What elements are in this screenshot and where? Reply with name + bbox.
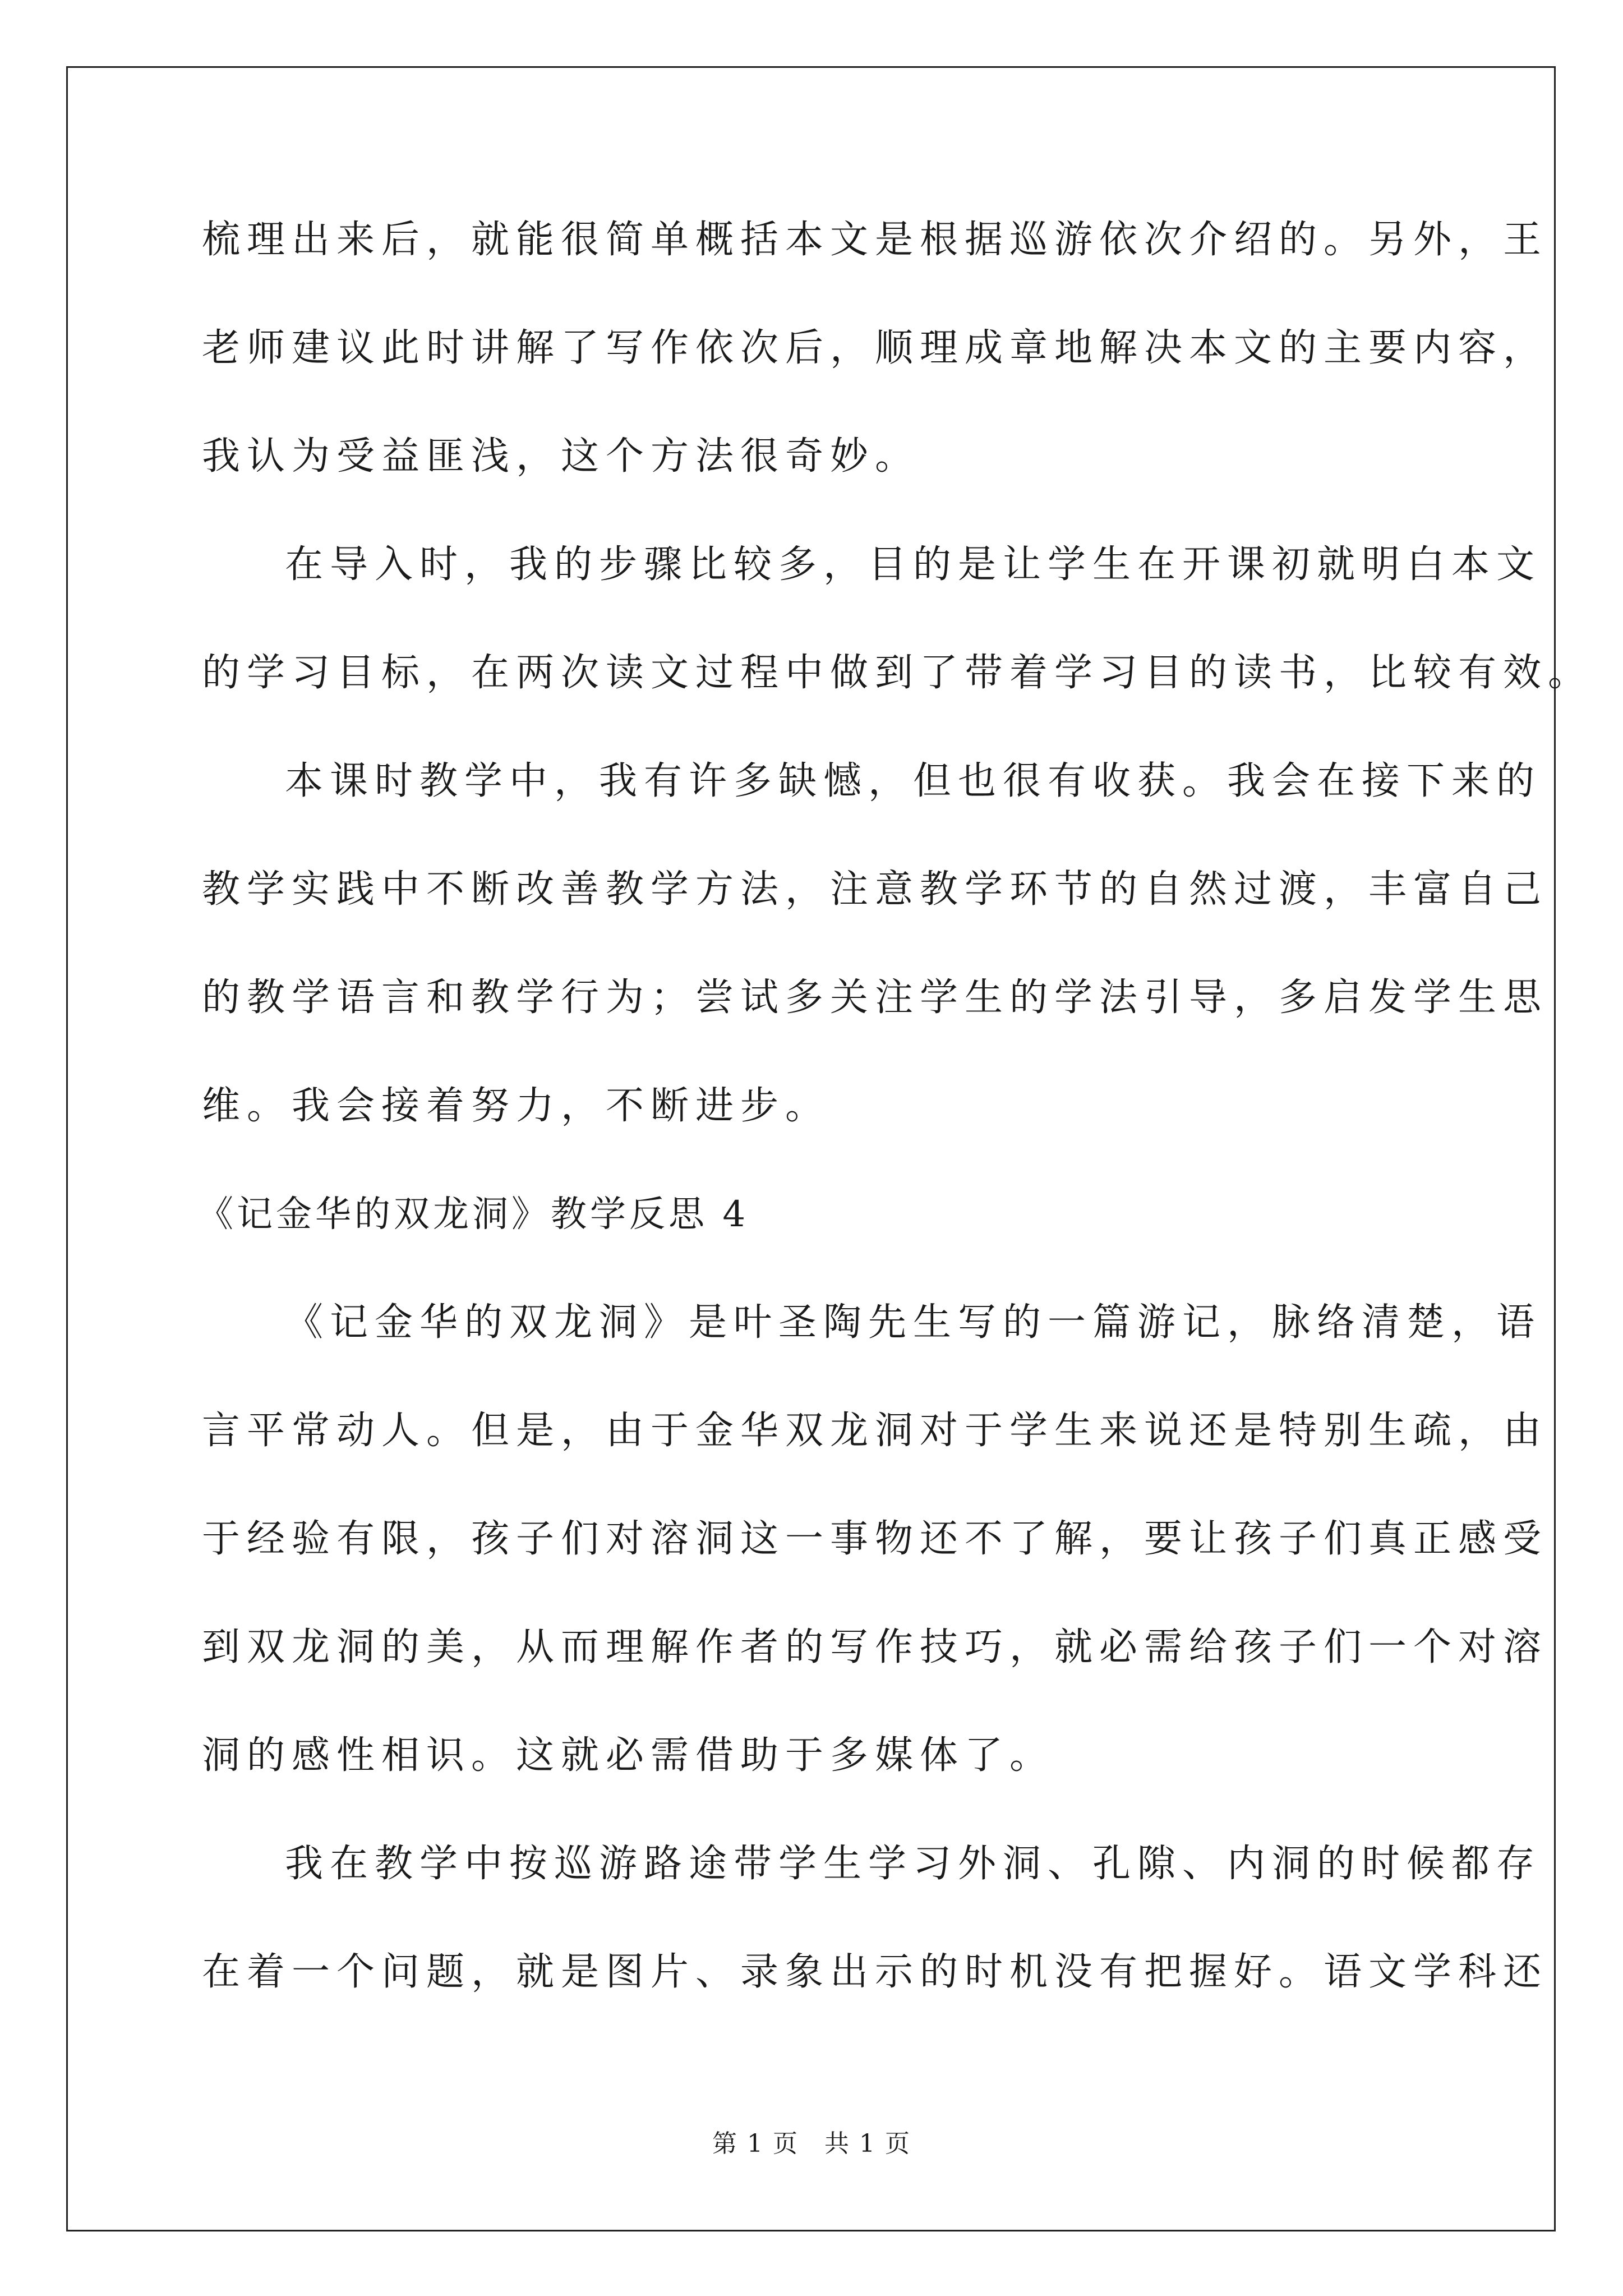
text-line-7: 教学实践中不断改善教学方法，注意教学环节的自然过渡，丰富自己	[202, 867, 1548, 912]
text-line-2: 老师建议此时讲解了写作依次后，顺理成章地解决本文的主要内容，	[202, 326, 1548, 370]
text-line-17: 在着一个问题，就是图片、录象出示的时机没有把握好。语文学科还	[202, 1950, 1548, 1994]
text-line-13: 于经验有限，孩子们对溶洞这一事物还不了解，要让孩子们真正感受	[202, 1517, 1548, 1561]
page-number: 第 1 页 共 1 页	[712, 2129, 911, 2158]
text-line-6: 本课时教学中，我有许多缺憾，但也很有收获。我会在接下来的	[285, 759, 1542, 803]
text-line-16: 我在教学中按巡游路途带学生学习外洞、孔隙、内洞的时候都存	[285, 1842, 1542, 1886]
text-line-14: 到双龙洞的美，从而理解作者的写作技巧，就必需给孩子们一个对溶	[202, 1625, 1548, 1669]
document-body	[197, 218, 1593, 2062]
text-line-12: 言平常动人。但是，由于金华双龙洞对于学生来说还是特别生疏，由	[202, 1409, 1548, 1453]
text-line-11: 《记金华的双龙洞》是叶圣陶先生写的一篇游记，脉络清楚，语	[285, 1300, 1542, 1345]
text-line-8: 的教学语言和教学行为；尝试多关注学生的学法引导，多启发学生思	[202, 976, 1548, 1020]
text-line-15: 洞的感性相识。这就必需借助于多媒体了。	[202, 1733, 1055, 1778]
text-line-9: 维。我会接着努力，不断进步。	[202, 1084, 831, 1128]
text-line-1: 梳理出来后，就能很简单概括本文是根据巡游依次介绍的。另外，王	[202, 218, 1548, 262]
text-line-5: 的学习目标，在两次读文过程中做到了带着学习目的读书，比较有效。	[202, 651, 1593, 695]
text-line-4: 在导入时，我的步骤比较多，目的是让学生在开课初就明白本文	[285, 542, 1542, 587]
section-heading: 《记金华的双龙洞》教学反思 4	[197, 1194, 749, 1235]
text-line-3: 我认为受益匪浅，这个方法很奇妙。	[202, 434, 920, 478]
